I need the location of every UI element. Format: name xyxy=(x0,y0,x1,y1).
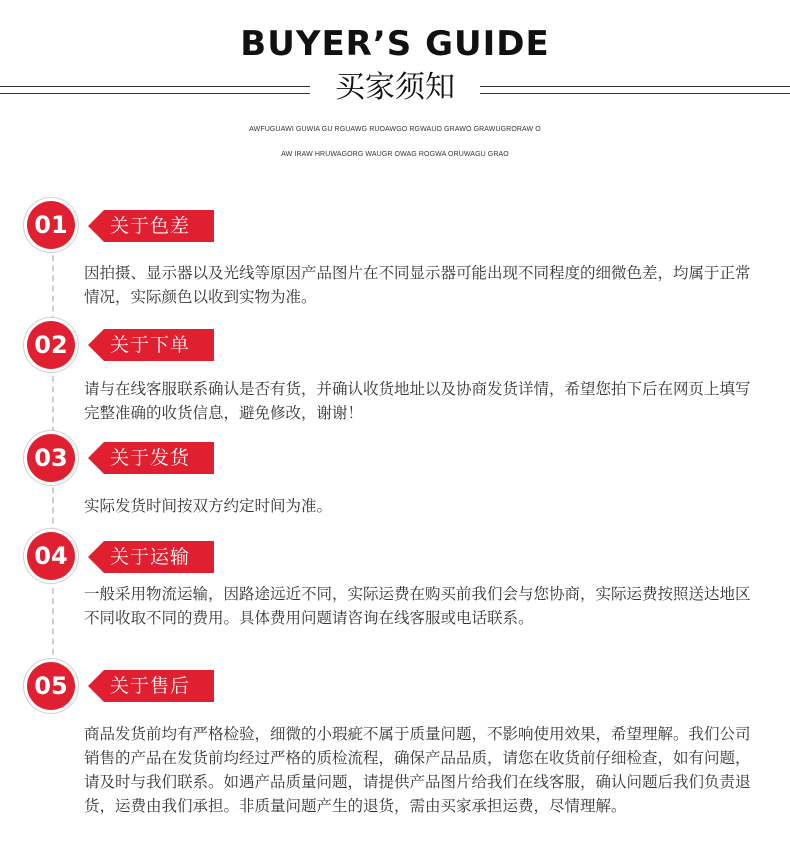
section-text: 实际发货时间按双方约定时间为准。 xyxy=(84,497,333,515)
double-line-left xyxy=(0,86,310,94)
tag-label: 关于色差 xyxy=(104,210,214,242)
section-text: 因拍摄、显示器以及光线等原因产品图片在不同显示器可能出现不同程度的细微色差，均属于正常情况，实际颜色以收到实物为准。 xyxy=(84,264,751,306)
section-number-badge: 04 xyxy=(27,532,75,580)
tag-arrow xyxy=(88,329,104,361)
tag-arrow xyxy=(88,442,104,474)
section-text: 请与在线客服联系确认是否有货，并确认收货地址以及协商发货详情，希望您拍下后在网页上填写完整准确的收货信息，避免修改，谢谢！ xyxy=(84,380,751,422)
tiny-text-line-2: AW IRAW HRUWAGORG WAUGR OWAG ROGWA ORUWAGU GRAO xyxy=(281,151,509,158)
tag-arrow xyxy=(88,541,104,573)
subtitle-row xyxy=(0,68,790,112)
tiny-text-line-1: AWFUGUAWI GUWIA GU RGUAWG RUOAWGO RGWAUO GRAWO GRAWUGRORAW O xyxy=(249,126,541,133)
title-en: BUYER’S GUIDE xyxy=(240,24,550,64)
section-number-badge: 01 xyxy=(27,201,75,249)
tag-label: 关于运输 xyxy=(104,541,214,573)
tag-label: 关于下单 xyxy=(104,329,214,361)
section-text: 商品发货前均有严格检验，细微的小瑕疵不属于质量问题，不影响使用效果，希望理解。我们公司销售的产品在发货前均经过严格的质检流程，确保产品品质，请您在收货前仔细检查，如有问题，请及时与我们联系。如遇产品质量问题，请提供产品图片给我们在线客服，确认问题后我们负责退货，运费由我们承担。非质量问题产生的退货，需由买家承担运费，尽情理解。 xyxy=(84,725,751,815)
tag-label: 关于售后 xyxy=(104,670,214,702)
section-number-badge: 02 xyxy=(27,321,75,369)
section-number-badge: 03 xyxy=(27,434,75,482)
tag-label: 关于发货 xyxy=(104,442,214,474)
tag-arrow xyxy=(88,210,104,242)
double-line-right xyxy=(480,86,790,94)
section-text: 一般采用物流运输，因路途远近不同，实际运费在购买前我们会与您协商，实际运费按照送达地区不同收取不同的费用。具体费用问题请咨询在线客服或电话联系。 xyxy=(84,585,751,627)
tag-arrow xyxy=(88,670,104,702)
section-number-badge: 05 xyxy=(27,662,75,710)
title-cn: 买家须知 xyxy=(335,70,455,105)
